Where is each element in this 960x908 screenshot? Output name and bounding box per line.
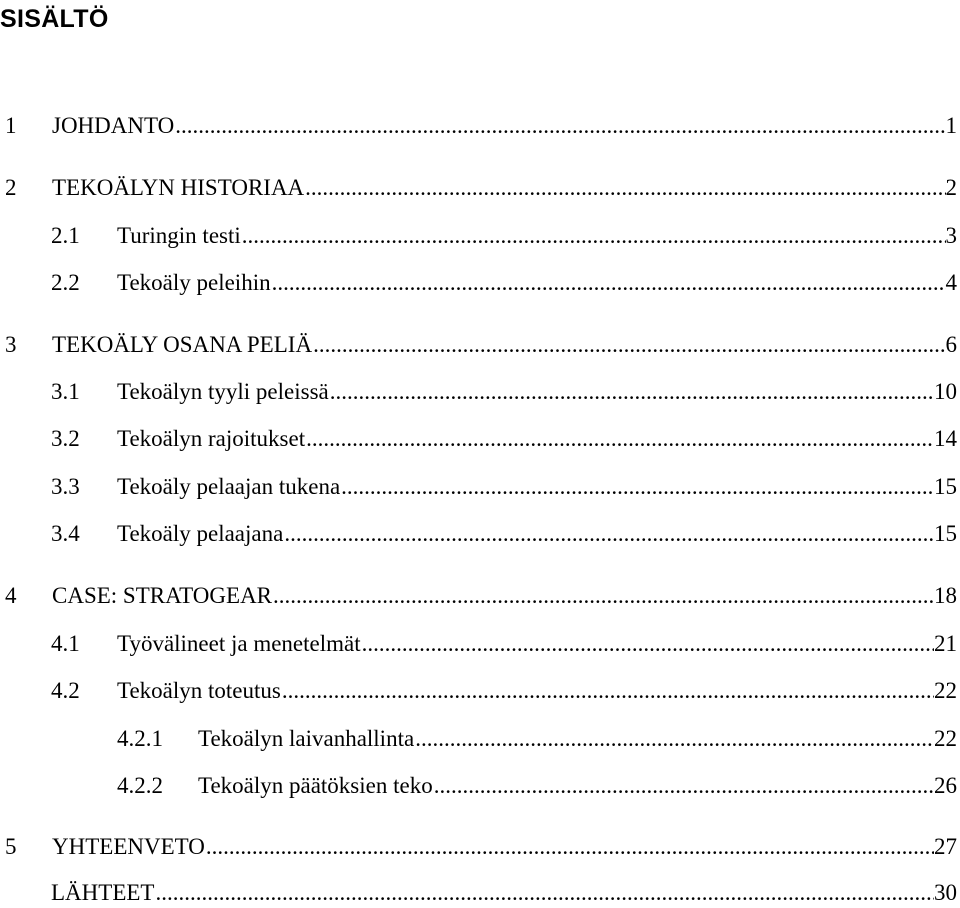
toc-entry-number: 1 xyxy=(5,113,17,138)
toc-entry-number: 4.2.1 xyxy=(117,726,163,751)
dot-leader xyxy=(362,629,934,659)
toc-entry-number: 2.1 xyxy=(51,223,80,248)
toc-entry-tyovalineet[interactable] xyxy=(51,629,957,659)
dot-leader xyxy=(242,221,946,251)
toc-entry-title: Tekoälyn tyyli peleissä xyxy=(117,379,329,404)
toc-entry-pelaajan-tukena[interactable] xyxy=(51,472,957,502)
toc-entry-case-stratogear[interactable] xyxy=(5,581,957,611)
dot-leader xyxy=(341,472,934,502)
toc-entry-tekoalyn-rajoitukset[interactable] xyxy=(51,424,957,454)
toc-entry-title: LÄHTEET xyxy=(51,880,155,905)
toc-entry-number: 4.1 xyxy=(51,631,80,656)
toc-entry-page: 10 xyxy=(934,379,957,404)
toc-entry-number: 5 xyxy=(5,834,17,859)
dot-leader xyxy=(415,724,934,754)
toc-entry-title: Tekoälyn rajoitukset xyxy=(117,426,306,451)
toc-entry-paatoksien-teko[interactable] xyxy=(117,771,957,801)
toc-entry-page: 15 xyxy=(934,474,957,499)
toc-entry-number: 3 xyxy=(5,332,17,357)
toc-entry-tekoaly-peleihin[interactable] xyxy=(51,268,957,298)
toc-entry-tekoalyn-historiaa[interactable] xyxy=(5,173,957,203)
toc-entry-title: Tekoälyn päätöksien teko xyxy=(198,773,433,798)
toc-entry-page: 14 xyxy=(934,426,957,451)
toc-entry-title: Työvälineet ja menetelmät xyxy=(117,631,361,656)
toc-entry-johdanto[interactable] xyxy=(5,111,957,141)
toc-entry-number: 4 xyxy=(5,583,17,608)
dot-leader xyxy=(282,676,934,706)
toc-entry-tekoaly-osana-pelia[interactable] xyxy=(5,330,957,360)
toc-entry-yhteenveto[interactable] xyxy=(5,832,957,862)
toc-entry-tekoalyn-tyyli[interactable] xyxy=(51,377,957,407)
dot-leader xyxy=(206,832,934,862)
toc-entry-page: 18 xyxy=(934,583,957,608)
toc-entry-page: 6 xyxy=(945,332,957,357)
toc-entry-tekoalyn-toteutus[interactable] xyxy=(51,676,957,706)
toc-entry-lahteet[interactable] xyxy=(51,878,957,908)
toc-entry-title: JOHDANTO xyxy=(52,113,175,138)
dot-leader xyxy=(175,111,945,141)
toc-entry-page: 27 xyxy=(934,834,957,859)
toc-entry-page: 2 xyxy=(945,175,957,200)
dot-leader xyxy=(306,424,934,454)
toc-entry-number: 2.2 xyxy=(51,270,80,295)
dot-leader xyxy=(155,878,934,908)
toc-entry-title: TEKOÄLYN HISTORIAA xyxy=(52,175,305,200)
toc-entry-title: YHTEENVETO xyxy=(52,834,205,859)
toc-entry-number: 3.2 xyxy=(51,426,80,451)
toc-entry-laivanhallinta[interactable] xyxy=(117,724,957,754)
toc-entry-title: Turingin testi xyxy=(117,223,241,248)
toc-entry-page: 1 xyxy=(945,113,957,138)
toc-entry-title: TEKOÄLY OSANA PELIÄ xyxy=(52,332,313,357)
toc-entry-tekoaly-pelaajana[interactable] xyxy=(51,519,957,549)
toc-entry-turingin-testi[interactable] xyxy=(51,221,957,251)
toc-entry-page: 3 xyxy=(945,223,957,248)
toc-entry-page: 30 xyxy=(934,880,957,905)
toc-entry-title: Tekoäly peleihin xyxy=(117,270,271,295)
toc-entry-page: 22 xyxy=(934,678,957,703)
toc-entry-page: 26 xyxy=(934,773,957,798)
page-title: SISÄLTÖ xyxy=(0,5,109,33)
dot-leader xyxy=(284,519,934,549)
dot-leader xyxy=(273,581,934,611)
toc-entry-number: 2 xyxy=(5,175,17,200)
toc-entry-title: CASE: STRATOGEAR xyxy=(52,583,273,608)
dot-leader xyxy=(313,330,945,360)
toc-entry-page: 15 xyxy=(934,521,957,546)
toc-entry-title: Tekoälyn laivanhallinta xyxy=(198,726,415,751)
toc-entry-title: Tekoälyn toteutus xyxy=(117,678,281,703)
dot-leader xyxy=(434,771,934,801)
toc-entry-page: 4 xyxy=(945,270,957,295)
toc-entry-number: 4.2 xyxy=(51,678,80,703)
dot-leader xyxy=(305,173,945,203)
toc-entry-number: 3.3 xyxy=(51,474,80,499)
dot-leader xyxy=(272,268,946,298)
toc-entry-page: 21 xyxy=(934,631,957,656)
toc-entry-title: Tekoäly pelaajan tukena xyxy=(117,474,341,499)
toc-entry-number: 4.2.2 xyxy=(117,773,163,798)
toc-entry-number: 3.1 xyxy=(51,379,80,404)
toc-entry-title: Tekoäly pelaajana xyxy=(117,521,284,546)
toc-entry-number: 3.4 xyxy=(51,521,80,546)
toc-entry-page: 22 xyxy=(934,726,957,751)
dot-leader xyxy=(330,377,934,407)
